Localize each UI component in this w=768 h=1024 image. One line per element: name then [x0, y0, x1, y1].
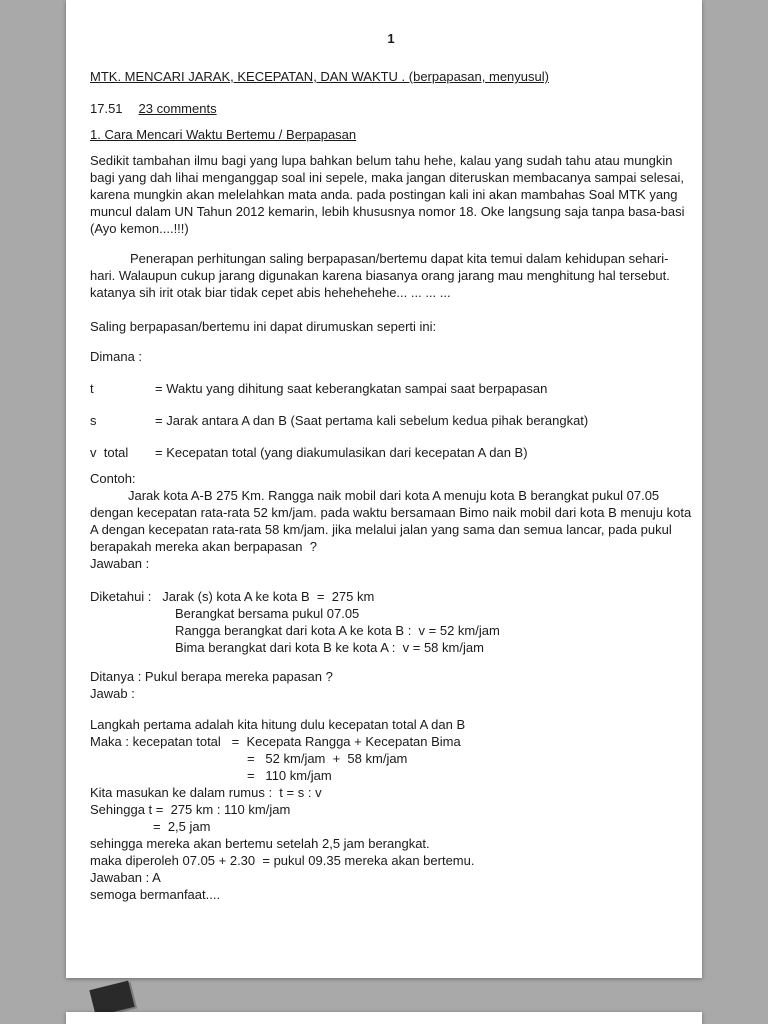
jawab-label: Jawab : — [90, 686, 135, 701]
definition-text-v-total: = Kecepatan total (yang diakumulasikan dari kecepatan A dan B) — [155, 445, 528, 460]
dimana-label: Dimana : — [90, 349, 143, 364]
diketahui-block — [90, 588, 692, 656]
solution-line: = 2,5 jam — [153, 819, 211, 834]
comments-link[interactable]: 23 comments — [138, 101, 217, 116]
definition-term-t: t — [90, 381, 94, 396]
document-page-1 — [66, 0, 702, 978]
definition-term-s: s — [90, 413, 97, 428]
rumus-intro-line: Saling berpapasan/bertemu ini dapat dirumuskan seperti ini: — [90, 319, 437, 334]
section-heading: 1. Cara Mencari Waktu Bertemu / Berpapasan — [90, 127, 357, 142]
page-content — [66, 30, 702, 903]
definition-row-s — [90, 412, 692, 429]
contoh-label: Contoh: — [90, 471, 136, 486]
definition-term-v-total: v total — [90, 445, 129, 460]
definition-row-t — [90, 380, 692, 397]
diketahui-line: Diketahui : Jarak (s) kota A ke kota B = 275 km — [90, 589, 375, 604]
definition-row-v-total — [90, 444, 692, 461]
article-title: MTK. MENCARI JARAK, KECEPATAN, DAN WAKTU . (berpapasan, menyusul) — [90, 69, 549, 84]
solution-line: Langkah pertama adalah kita hitung dulu kecepatan total A dan B — [90, 717, 466, 732]
contoh-paragraph: Jarak kota A-B 275 Km. Rangga naik mobil dari kota A menuju kota B berangkat pukul 07.05 dengan kecepatan rata-rata 52 km/jam. pada waktu bersamaan Bimo naik mobil dari kota B menuju kota A dengan kecepatan rata-rata 58 km/jam. jika melalui jalan yang sama dan semua lancar, pada pukul berapakah mereka akan berpapasan ? — [90, 488, 695, 554]
solution-line: semoga bermanfaat.... — [90, 887, 221, 902]
penerapan-paragraph: Penerapan perhitungan saling berpapasan/bertemu dapat kita temui dalam kehidupan sehari-hari. Walaupun cukup jarang digunakan karena biasanya orang jarang mau menghitung hal tersebut. katanya sih irit otak biar tidak cepet abis hehehehehe... ... ... ... — [90, 251, 674, 300]
intro-paragraph: Sedikit tambahan ilmu bagi yang lupa bahkan belum tahu hehe, kalau yang sudah tahu atau mungkin bagi yang dah lihai menganggap soal ini sepele, maka jangan diteruskan membacanya sampai selesai, karena mungkin akan melelahkan mata anda. pada postingan kali ini akan mambahas Soal MTK yang muncul dalam UN Tahun 2012 kemarin, lebih khususnya nomor 18. Oke langsung saja tanpa basa-basi (Ayo kemon....!!!) — [90, 153, 689, 236]
diketahui-line: Berangkat bersama pukul 07.05 — [175, 606, 360, 621]
post-time: 17.51 — [90, 101, 123, 116]
diketahui-line: Rangga berangkat dari kota A ke kota B : v = 52 km/jam — [175, 623, 500, 638]
definition-text-t: = Waktu yang dihitung saat keberangkatan sampai saat berpapasan — [155, 381, 548, 396]
solution-line: = 110 km/jam — [247, 768, 332, 783]
solution-line: Kita masukan ke dalam rumus : t = s : v — [90, 785, 322, 800]
page-number: 1 — [387, 31, 395, 46]
jawaban-label: Jawaban : — [90, 556, 150, 571]
ditanya-line: Ditanya : Pukul berapa mereka papasan ? — [90, 669, 333, 684]
solution-line: = 52 km/jam + 58 km/jam — [247, 751, 408, 766]
diketahui-line: Bima berangkat dari kota B ke kota A : v = 58 km/jam — [175, 640, 484, 655]
document-page-2 — [66, 1012, 702, 1024]
solution-line: sehingga mereka akan bertemu setelah 2,5 jam berangkat. — [90, 836, 430, 851]
definition-text-s: = Jarak antara A dan B (Saat pertama kali sebelum kedua pihak berangkat) — [155, 413, 589, 428]
solution-block — [90, 716, 692, 903]
post-meta — [90, 100, 692, 117]
solution-line: Maka : kecepatan total = Kecepata Rangga + Kecepatan Bima — [90, 734, 461, 749]
solution-line: Jawaban : A — [90, 870, 161, 885]
solution-line: Sehingga t = 275 km : 110 km/jam — [90, 802, 291, 817]
solution-line: maka diperoleh 07.05 + 2.30 = pukul 09.35 mereka akan bertemu. — [90, 853, 475, 868]
